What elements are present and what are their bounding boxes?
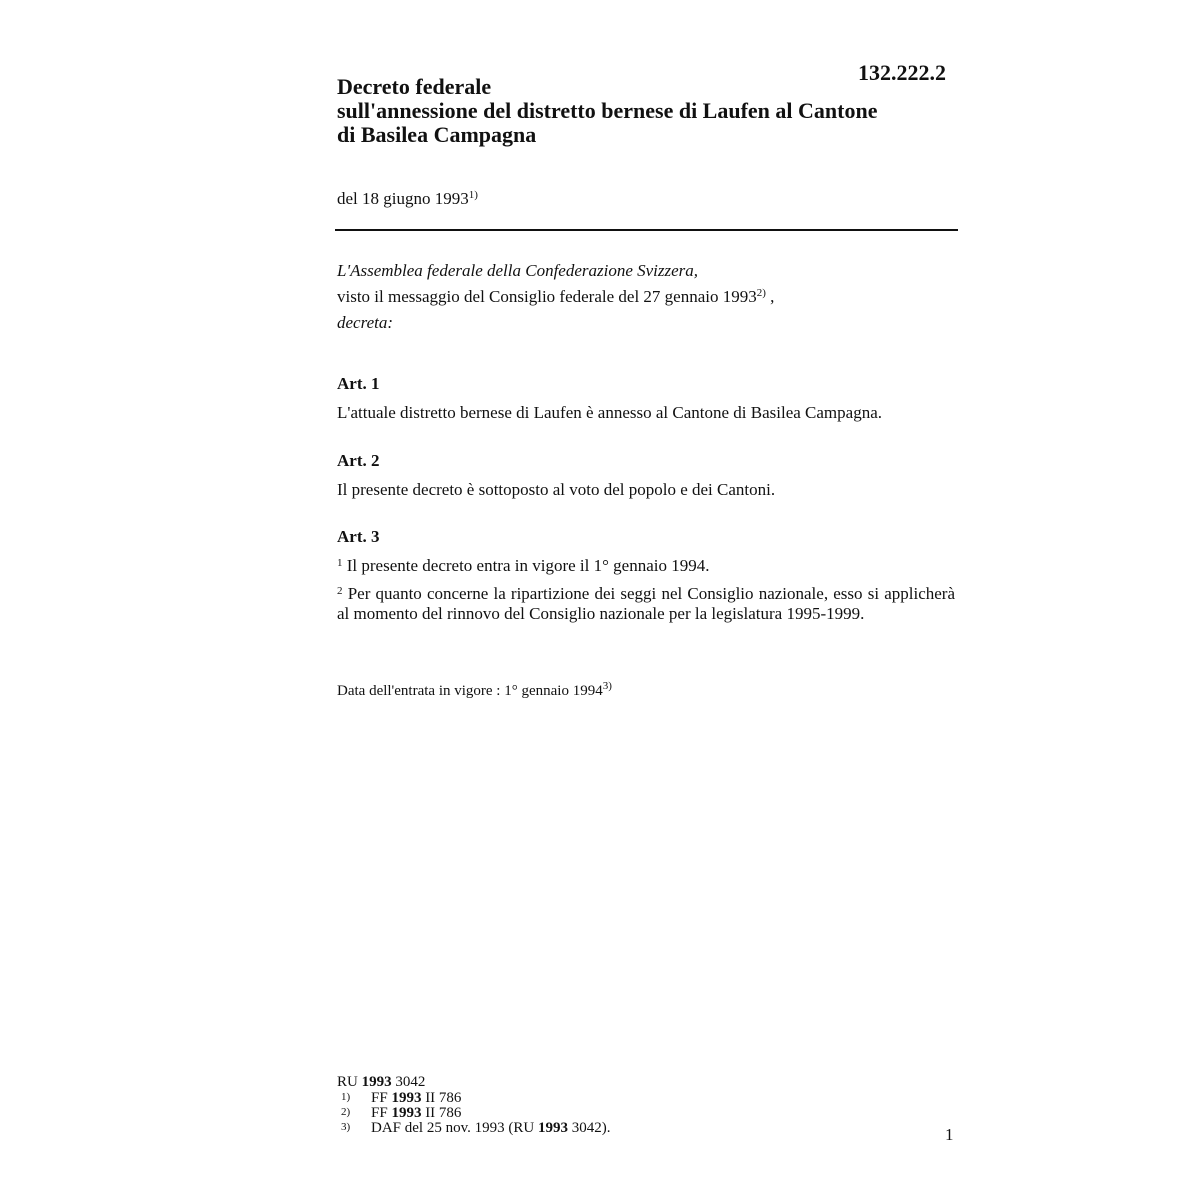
article-paragraph bbox=[337, 403, 955, 423]
footnote-mark: 2) bbox=[341, 1106, 351, 1118]
article-paragraph bbox=[337, 584, 955, 624]
decree-date-text: del 18 giugno 1993 bbox=[337, 189, 469, 208]
preamble-message bbox=[337, 284, 774, 310]
footnote-mark: 1) bbox=[341, 1091, 351, 1103]
preamble bbox=[337, 258, 774, 336]
paragraph-number: 1 bbox=[337, 557, 343, 569]
footnote-year: 1993 bbox=[537, 1120, 568, 1136]
footnote-rest: 3042). bbox=[571, 1120, 611, 1136]
title-line: di Basilea Campagna bbox=[337, 122, 537, 147]
footnote-prefix: DAF del 25 nov. 1993 (RU bbox=[371, 1120, 535, 1136]
ru-year: 1993 bbox=[361, 1074, 392, 1090]
footnote-mark: 3) bbox=[341, 1121, 351, 1133]
paragraph-number: 2 bbox=[337, 585, 343, 597]
footnote-prefix: FF bbox=[371, 1105, 388, 1121]
footnote bbox=[337, 1091, 957, 1106]
ru-prefix: RU bbox=[337, 1074, 358, 1090]
decree-date bbox=[337, 189, 478, 209]
footnotes bbox=[337, 1073, 957, 1136]
preamble-message-text: visto il messaggio del Consiglio federale del 27 gennaio 1993 bbox=[337, 287, 757, 306]
preamble-decree: decreta: bbox=[337, 313, 394, 332]
footnote-rest: II 786 bbox=[425, 1105, 462, 1121]
footnote-text bbox=[371, 1121, 957, 1136]
preamble-assembly: L'Assemblea federale della Confederazione Svizzera, bbox=[337, 261, 699, 280]
footnote bbox=[337, 1106, 957, 1121]
footnote-ref: 1) bbox=[468, 189, 478, 201]
footnote-ref: 2) bbox=[756, 287, 766, 299]
footnote-prefix: FF bbox=[371, 1090, 388, 1106]
article-title: Art. 2 bbox=[337, 451, 380, 470]
article-paragraph-text: Il presente decreto entra in vigore il 1° gennaio 1994. bbox=[346, 556, 710, 575]
footnote-year: 1993 bbox=[391, 1105, 422, 1121]
article-title: Art. 1 bbox=[337, 374, 380, 393]
article-paragraph-text: Il presente decreto è sottoposto al voto del popolo e dei Cantoni. bbox=[337, 480, 776, 499]
entry-into-force-text: Data dell'entrata in vigore : 1° gennaio 1994 bbox=[337, 683, 603, 699]
footnote bbox=[337, 1121, 957, 1136]
article-paragraph bbox=[337, 556, 955, 576]
footnote-text bbox=[371, 1106, 957, 1121]
preamble-message-trailing: , bbox=[765, 287, 775, 306]
article-paragraph bbox=[337, 480, 955, 500]
ru-reference bbox=[337, 1073, 957, 1091]
article-paragraph-text: L'attuale distretto bernese di Laufen è annesso al Cantone di Basilea Campagna. bbox=[337, 403, 882, 422]
sr-number: 132.222.2 bbox=[858, 60, 946, 85]
footnote-rest: II 786 bbox=[425, 1090, 462, 1106]
title-line: Decreto federale bbox=[337, 74, 492, 99]
footnote-text bbox=[371, 1091, 957, 1106]
page-number: 1 bbox=[945, 1125, 954, 1144]
title-line: sull'annessione del distretto bernese di Laufen al Cantone bbox=[337, 98, 878, 123]
ru-page: 3042 bbox=[395, 1074, 426, 1090]
document-title bbox=[337, 75, 957, 147]
article-paragraph-text: Per quanto concerne la ripartizione dei seggi nel Consiglio nazionale, esso si applicherà al momento del rinnovo del Consiglio nazionale per la legislatura 1995-1999. bbox=[337, 584, 955, 623]
article-title: Art. 3 bbox=[337, 527, 380, 546]
header-divider bbox=[335, 229, 958, 231]
footnote-year: 1993 bbox=[391, 1090, 422, 1106]
footnote-ref: 3) bbox=[602, 680, 612, 692]
entry-into-force bbox=[337, 680, 612, 700]
